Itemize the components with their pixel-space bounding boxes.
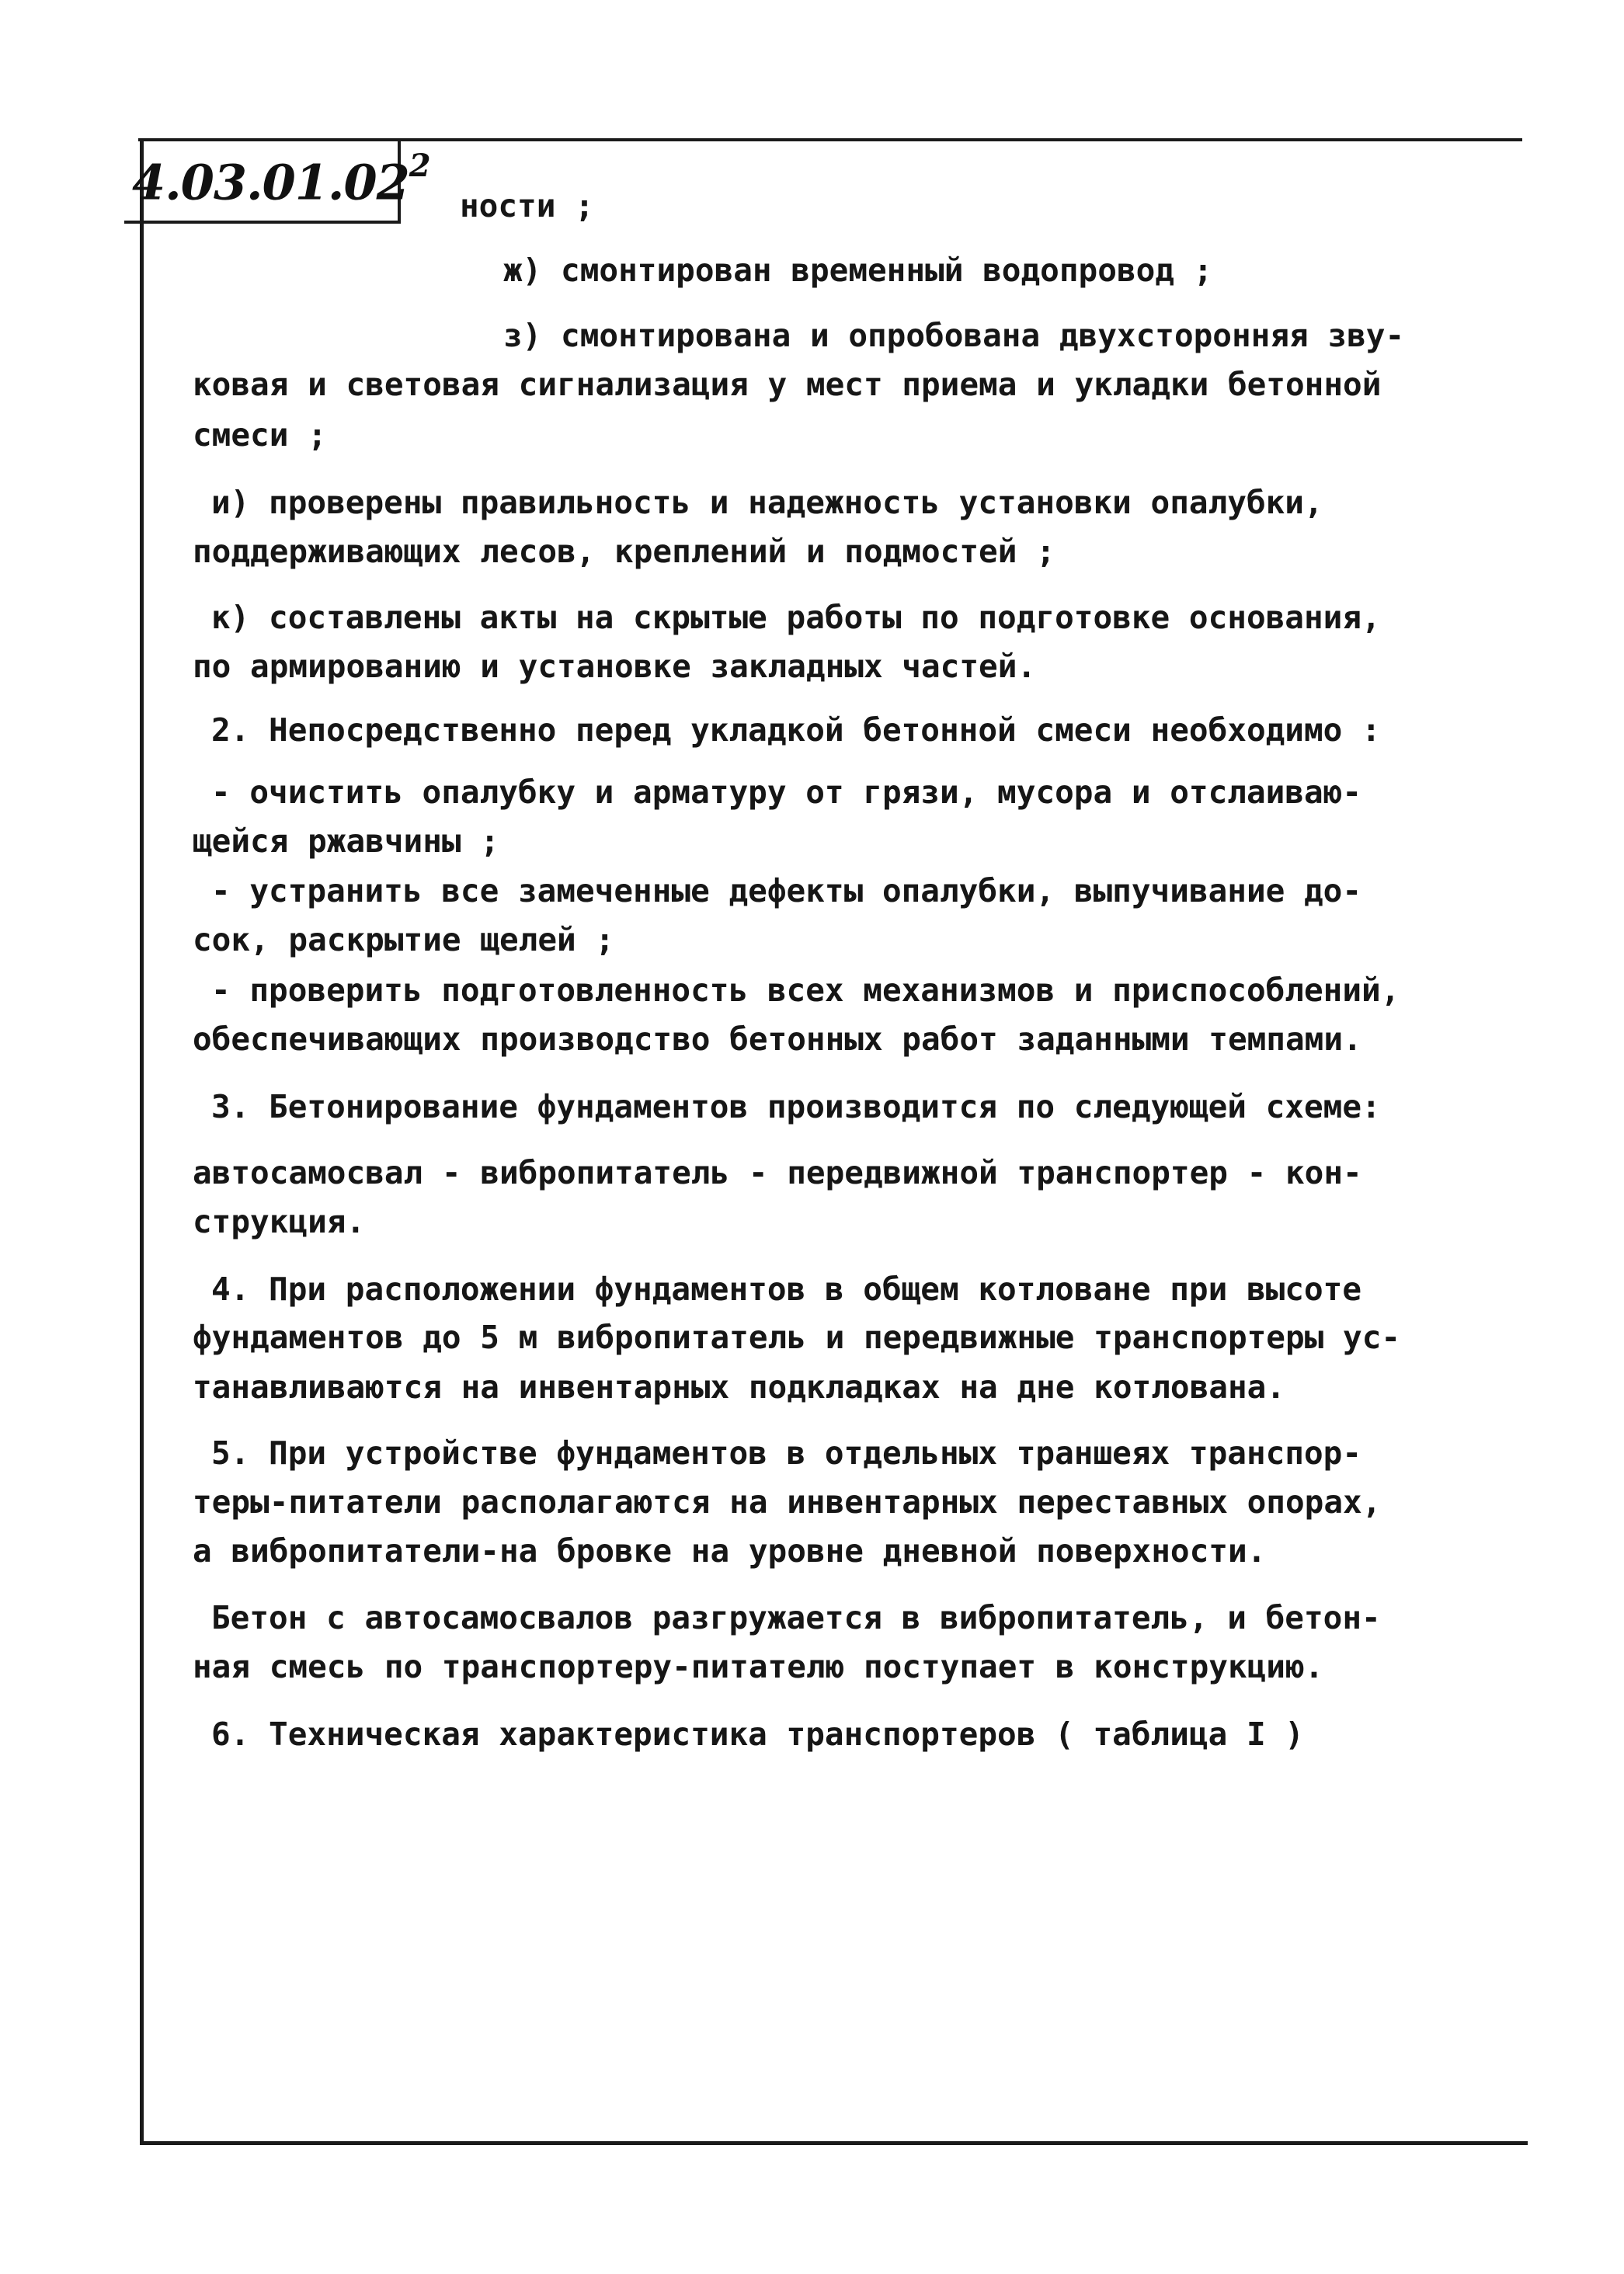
text-line: танавливаются на инвентарных подкладках на дне котлована.	[193, 1368, 1285, 1406]
text-line: ная смесь по транспортеру-питателю поступает в конструкцию.	[193, 1648, 1324, 1685]
text-line: фундаментов до 5 м вибропитатель и передвижные транспортеры ус-	[193, 1319, 1401, 1356]
text-line: к) составлены акты на скрытые работы по подготовке основания,	[211, 599, 1381, 636]
text-line: сок, раскрытие щелей ;	[193, 921, 615, 958]
text-line: смеси ;	[193, 416, 327, 454]
text-line: - устранить все замеченные дефекты опалубки, выпучивание до-	[211, 872, 1362, 909]
document-code	[132, 148, 430, 211]
text-line: ности ;	[460, 187, 594, 224]
frame-left-border	[140, 138, 144, 2144]
text-line: Бетон с автосамосвалов разгружается в вибропитатель, и бетон-	[211, 1599, 1381, 1636]
document-code-number: 4.03.01.02	[132, 154, 409, 211]
frame-bottom-border	[140, 2141, 1528, 2145]
text-line: 5. При устройстве фундаментов в отдельных траншеях транспор-	[211, 1434, 1362, 1472]
text-line: по армированию и установке закладных частей.	[193, 648, 1037, 685]
text-line: 2. Непосредственно перед укладкой бетонной смеси необходимо :	[211, 711, 1381, 749]
text-line: автосамосвал - вибропитатель - передвижной транспортер - кон-	[193, 1154, 1362, 1191]
text-line: струкция.	[193, 1203, 366, 1240]
text-line: щейся ржавчины ;	[193, 822, 499, 860]
text-line: поддерживающих лесов, креплений и подмостей ;	[193, 533, 1055, 570]
text-line: ж) смонтирован временный водопровод ;	[503, 252, 1213, 289]
text-line: 6. Техническая характеристика транспортеров ( таблица I )	[211, 1716, 1304, 1753]
text-line: 3. Бетонирование фундаментов производится по следующей схеме:	[211, 1088, 1381, 1125]
text-line: з) смонтирована и опробована двухсторонняя зву-	[503, 317, 1405, 354]
text-line: - очистить опалубку и арматуру от грязи, мусора и отслаиваю-	[211, 774, 1362, 811]
text-line: и) проверены правильность и надежность установки опалубки,	[211, 484, 1323, 521]
text-line: а вибропитатели-на бровке на уровне дневной поверхности.	[193, 1532, 1267, 1570]
document-code-superscript: 2	[409, 148, 430, 184]
text-line: теры-питатели располагаются на инвентарных переставных опорах,	[193, 1483, 1382, 1521]
text-line: ковая и световая сигнализация у мест приема и укладки бетонной	[193, 366, 1382, 403]
text-line: 4. При расположении фундаментов в общем котловане при высоте	[211, 1271, 1362, 1308]
text-line: обеспечивающих производство бетонных работ заданными темпами.	[193, 1021, 1362, 1058]
text-line: - проверить подготовленность всех механизмов и приспособлений,	[211, 972, 1400, 1009]
